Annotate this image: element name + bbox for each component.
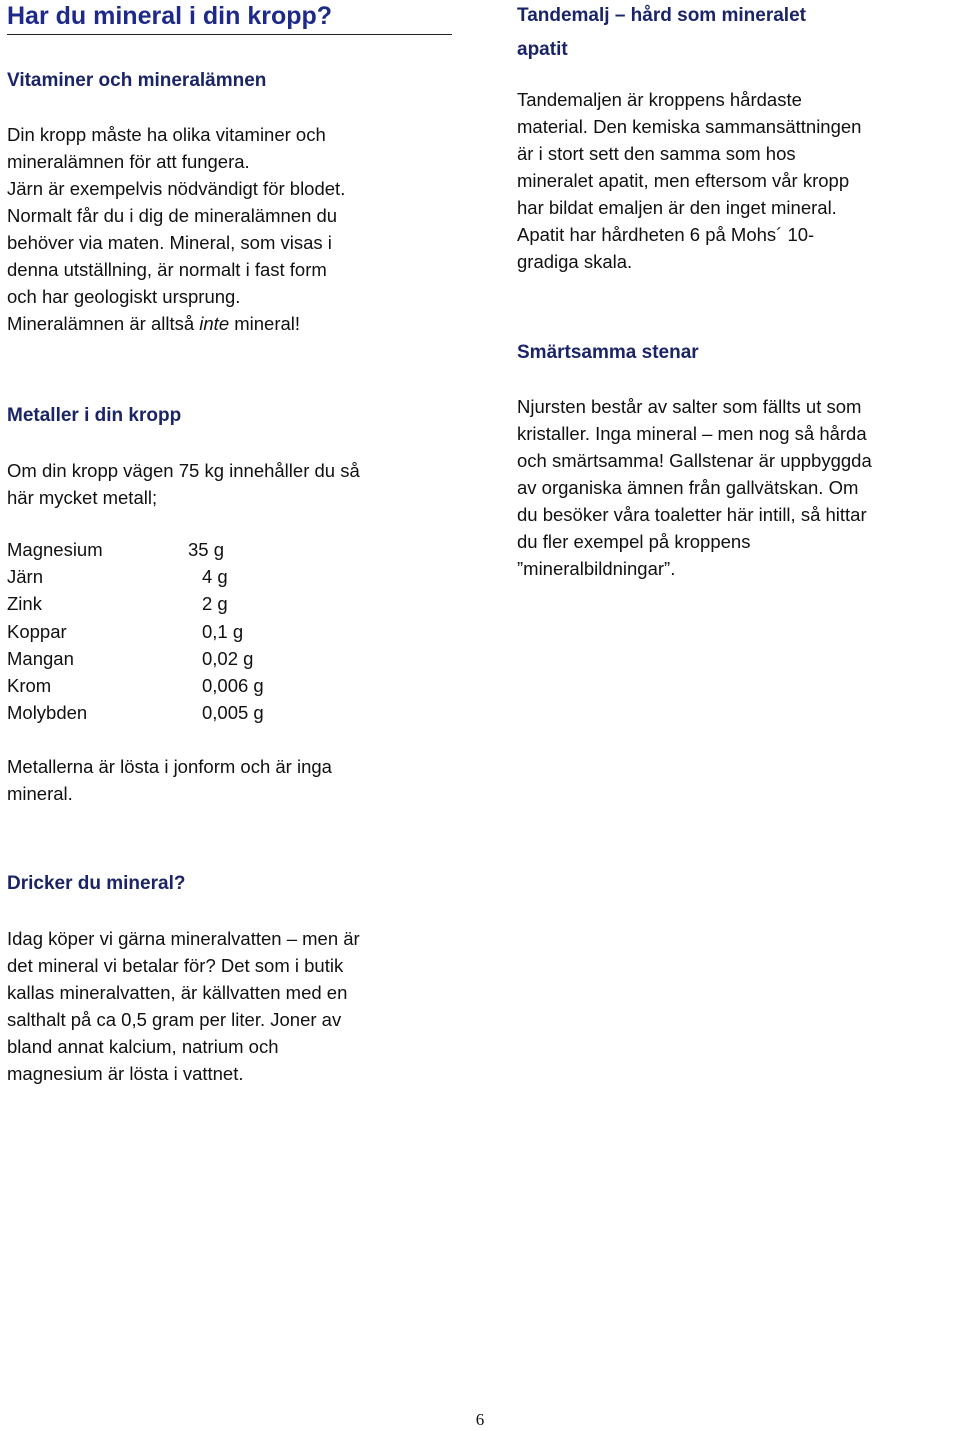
metal-name: Krom <box>7 675 52 697</box>
smartsamma-line: och smärtsamma! Gallstenar är uppbyggda <box>517 450 872 471</box>
dricker-line: salthalt på ca 0,5 gram per liter. Joner av <box>7 1009 342 1030</box>
metal-amount: 35 g <box>188 539 225 560</box>
tandemalj-heading-line: apatit <box>517 39 568 60</box>
smartsamma-line: du fler exempel på kroppens <box>517 531 751 552</box>
dricker-paragraph <box>7 925 360 1087</box>
vitaminer-line: Järn är exempelvis nödvändigt för blodet. <box>7 178 346 199</box>
metal-name: Zink <box>7 593 42 615</box>
vitaminer-paragraph <box>7 121 345 337</box>
metal-amount: 0,1 g <box>202 620 244 642</box>
vitaminer-line: mineralämnen för att fungera. <box>7 151 250 172</box>
tandemalj-line: är i stort sett den samma som hos <box>517 143 796 164</box>
metaller-outro <box>7 753 332 807</box>
tandemalj-line: Tandemaljen är kroppens hårdaste <box>517 89 802 110</box>
emphasis-inte: inte <box>199 313 230 334</box>
tandemalj-line: Apatit har hårdheten 6 på Mohs´ 10- <box>517 224 815 245</box>
metaller-heading: Metaller i din kropp <box>7 405 182 426</box>
smartsamma-line: Njursten består av salter som fällts ut som <box>517 396 862 417</box>
dricker-heading: Dricker du mineral? <box>7 873 186 894</box>
vitaminer-line: behöver via maten. Mineral, som visas i <box>7 232 332 253</box>
vitaminer-line: och har geologiskt ursprung. <box>7 286 241 307</box>
tandemalj-paragraph <box>517 86 861 275</box>
page-number: 6 <box>475 1410 485 1429</box>
smartsamma-line: kristaller. Inga mineral – men nog så hårda <box>517 423 867 444</box>
dricker-line: det mineral vi betalar för? Det som i butik <box>7 955 344 976</box>
smartsamma-line: du besöker våra toaletter här intill, så hittar <box>517 504 867 525</box>
metal-name: Koppar <box>7 620 67 642</box>
metal-amount: 0,02 g <box>202 647 254 669</box>
metal-name: Molybden <box>7 702 88 724</box>
table-row <box>7 618 322 645</box>
metal-amount: 0,005 g <box>202 702 264 724</box>
metal-amount: 0,006 g <box>202 675 264 697</box>
tandemalj-heading-line: Tandemalj – hård som mineralet <box>517 5 806 26</box>
table-row <box>7 645 322 672</box>
smartsamma-line: av organiska ämnen från gallvätskan. Om <box>517 477 859 498</box>
tandemalj-line: mineralet apatit, men eftersom vår kropp <box>517 170 850 191</box>
metal-name: Järn <box>7 566 43 588</box>
dricker-line: magnesium är lösta i vattnet. <box>7 1063 244 1084</box>
table-row <box>7 536 322 563</box>
vitaminer-line: Din kropp måste ha olika vitaminer och <box>7 124 326 145</box>
table-row <box>7 563 322 590</box>
metal-name: Mangan <box>7 647 74 669</box>
smartsamma-paragraph <box>517 393 872 582</box>
table-row <box>7 699 322 726</box>
vitaminer-heading: Vitaminer och mineralämnen <box>7 70 267 91</box>
metaller-outro-line: mineral. <box>7 783 73 804</box>
smartsamma-line: ”mineralbildningar”. <box>517 558 676 579</box>
metaller-outro-line: Metallerna är lösta i jonform och är inga <box>7 756 332 777</box>
page-title: Har du mineral i din kropp? <box>7 0 452 35</box>
last-line-prefix: Mineralämnen är alltså <box>7 313 200 334</box>
tandemalj-heading <box>517 0 806 67</box>
tandemalj-line: material. Den kemiska sammansättningen <box>517 116 862 137</box>
metaller-intro-line: här mycket metall; <box>7 487 158 508</box>
table-row <box>7 590 322 617</box>
smartsamma-heading: Smärtsamma stenar <box>517 342 699 363</box>
metaller-intro-line: Om din kropp vägen 75 kg innehåller du så <box>7 460 360 481</box>
metal-name: Magnesium <box>7 539 103 560</box>
vitaminer-last-line <box>7 313 300 334</box>
table-row <box>7 672 322 699</box>
metaller-intro <box>7 457 360 511</box>
metal-amount: 2 g <box>202 593 228 615</box>
vitaminer-line: denna utställning, är normalt i fast form <box>7 259 327 280</box>
metal-amount: 4 g <box>202 566 228 588</box>
metal-table <box>7 536 322 726</box>
vitaminer-line: Normalt får du i dig de mineralämnen du <box>7 205 338 226</box>
tandemalj-line: har bildat emaljen är den inget mineral. <box>517 197 837 218</box>
last-line-suffix: mineral! <box>229 313 301 334</box>
tandemalj-line: gradiga skala. <box>517 251 633 272</box>
dricker-line: bland annat kalcium, natrium och <box>7 1036 279 1057</box>
dricker-line: kallas mineralvatten, är källvatten med en <box>7 982 348 1003</box>
dricker-line: Idag köper vi gärna mineralvatten – men är <box>7 928 360 949</box>
